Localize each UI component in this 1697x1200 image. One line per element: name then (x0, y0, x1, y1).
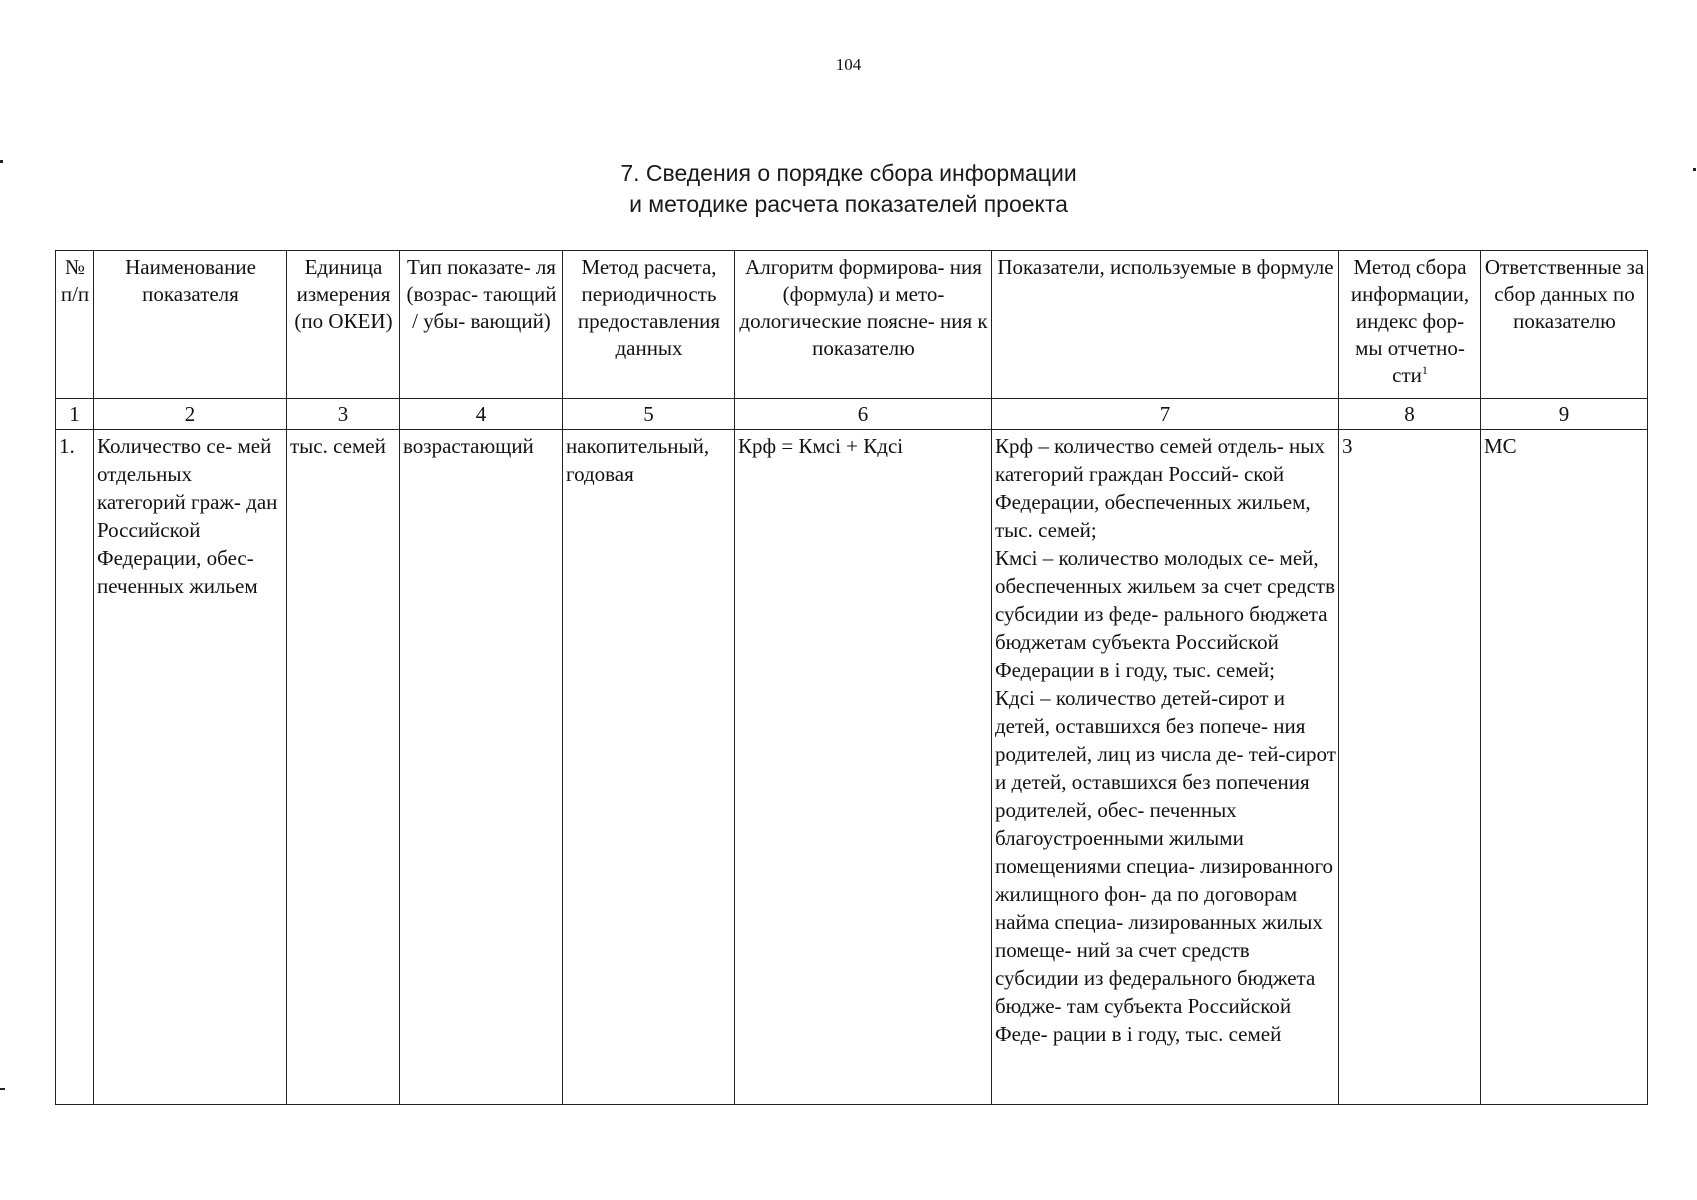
header-row (56, 251, 1648, 399)
page-number: 104 (835, 55, 862, 74)
header-indicators: Показатели, используемые в формуле (992, 251, 1339, 399)
column-number: 3 (287, 399, 400, 430)
row-num-cell (56, 430, 94, 1105)
column-number: 2 (94, 399, 287, 430)
calc-method-cell (563, 430, 735, 1105)
indicators-value: Крф – количество семей отдель- ных категорий граждан Россий- ской Федерации, обеспеченных жильем, тыс. семей; Кмсi – количество молодых се- мей, обеспеченных жильем за счет средств субсидии из феде- рального бюджета бюджетам субъекта Российской Федерации в i году, тыс. семей; Кдсi – количество детей-сирот и детей, оставшихся без попече- ния родителей, лиц из числа де- тей-сирот и детей, оставшихся без попечения родителей, обес- печенных благоустроенными жилыми помещениями специа- лизированного жилищного фон- да по договорам найма специа- лизированных жилых помеще- ний за счет средств субсидии из федерального бюджета бюдже- там субъекта Российской Феде- рации в i году, тыс. семей (995, 434, 1336, 1046)
column-number: 1 (56, 399, 94, 430)
indicators-table (55, 250, 1648, 1105)
type-value: возрастающий (403, 434, 534, 458)
column-number: 5 (563, 399, 735, 430)
responsible-cell (1481, 430, 1648, 1105)
row-num: 1. (59, 434, 75, 458)
indicator-name-cell (94, 430, 287, 1105)
footnote-marker: 1 (1421, 363, 1428, 377)
formula-value: Крф = Кмсi + Кдсi (738, 434, 904, 458)
collection-method-value: 3 (1342, 434, 1353, 458)
calc-method-value: накопительный, годовая (566, 434, 710, 486)
header-name: Наименование показателя (94, 251, 287, 399)
table-row (56, 430, 1648, 1105)
column-number: 4 (400, 399, 563, 430)
column-number: 7 (992, 399, 1339, 430)
section-title-line1: 7. Сведения о порядке сбора информации (620, 160, 1077, 186)
header-type: Тип показате- ля (возрас- тающий / убы- вающий) (400, 251, 563, 399)
formula-cell (735, 430, 992, 1105)
column-number: 9 (1481, 399, 1648, 430)
indicators-table-container (55, 250, 1647, 1105)
indicator-name: Количество се- мей отдельных категорий граж- дан Российской Федерации, обес- печенных жильем (97, 434, 278, 598)
section-title (0, 158, 1697, 220)
indicators-cell (992, 430, 1339, 1105)
unit-cell (287, 430, 400, 1105)
header-num: № п/п (56, 251, 94, 399)
type-cell (400, 430, 563, 1105)
header-collection-method (1339, 251, 1481, 399)
header-calc-method: Метод расчета, периодичность предоставления данных (563, 251, 735, 399)
collection-method-cell (1339, 430, 1481, 1105)
column-number-row (56, 399, 1648, 430)
header-unit: Единица измерения (по ОКЕИ) (287, 251, 400, 399)
unit-value: тыс. семей (290, 434, 386, 458)
scan-mark-left-bottom (0, 1088, 5, 1090)
column-number: 6 (735, 399, 992, 430)
responsible-value: МС (1484, 434, 1517, 458)
header-responsible: Ответственные за сбор данных по показателю (1481, 251, 1648, 399)
header-algorithm: Алгоритм формирова- ния (формула) и мето- дологические поясне- ния к показателю (735, 251, 992, 399)
header-collection-method-text: Метод сбора информации, индекс фор- мы отчетно- сти (1350, 255, 1470, 387)
section-title-line2: и методике расчета показателей проекта (629, 191, 1068, 217)
column-number: 8 (1339, 399, 1481, 430)
